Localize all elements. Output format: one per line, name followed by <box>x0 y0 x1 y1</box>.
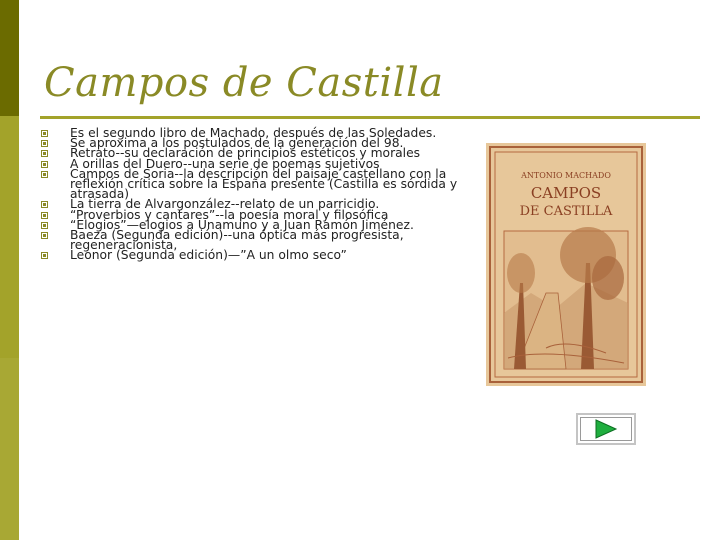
list-item: Baeza (Segunda edición)--una óptica más progresista, regeneracionista, <box>40 230 480 250</box>
next-slide-button[interactable] <box>576 413 636 445</box>
sidebar-dark-band <box>0 0 19 116</box>
bullet-square-icon <box>41 150 48 157</box>
list-item: Leonor (Segunda edición)—”A un olmo seco” <box>40 250 480 260</box>
bullet-list <box>40 128 480 261</box>
play-triangle-icon <box>594 419 618 439</box>
book-title-line1: CAMPOS <box>530 184 602 202</box>
list-item: Se aproxima a los postulados de la generación del 98. <box>40 138 480 148</box>
list-item: La tierra de Alvargonzález--relato de un parricidio. <box>40 199 480 209</box>
book-title-line2: DE CASTILLA <box>519 204 613 219</box>
bullet-square-icon <box>41 201 48 208</box>
book-cover-image <box>486 143 646 386</box>
bullet-square-icon <box>41 130 48 137</box>
list-item: “Proverbios y cantares”--la poesía moral y filosófica <box>40 210 480 220</box>
bullet-square-icon <box>41 222 48 229</box>
list-item: “Elogios”—elogios a Unamuno y a Juan Ramón Jiménez. <box>40 220 480 230</box>
list-item: Es el segundo libro de Machado, después de las Soledades. <box>40 128 480 138</box>
bullet-square-icon <box>41 232 48 239</box>
sidebar-lower-band <box>0 358 19 540</box>
list-item: A orillas del Duero--una serie de poemas sujetivos <box>40 159 480 169</box>
bullet-square-icon <box>41 140 48 147</box>
slide-title: Campos de Castilla <box>44 60 444 106</box>
list-item: Retrato--su declaración de principios estéticos y morales <box>40 148 480 158</box>
book-author: ANTONIO MACHADO <box>521 171 611 180</box>
bullet-square-icon <box>41 171 48 178</box>
bullet-square-icon <box>41 212 48 219</box>
bullet-square-icon <box>41 252 48 259</box>
title-divider <box>40 116 700 119</box>
list-item: Campos de Soria--la descripción del paisaje castellano con la reflexión crítica sobre la España presente (Castilla es sórdida y atrasada) <box>40 169 480 200</box>
bullet-square-icon <box>41 161 48 168</box>
